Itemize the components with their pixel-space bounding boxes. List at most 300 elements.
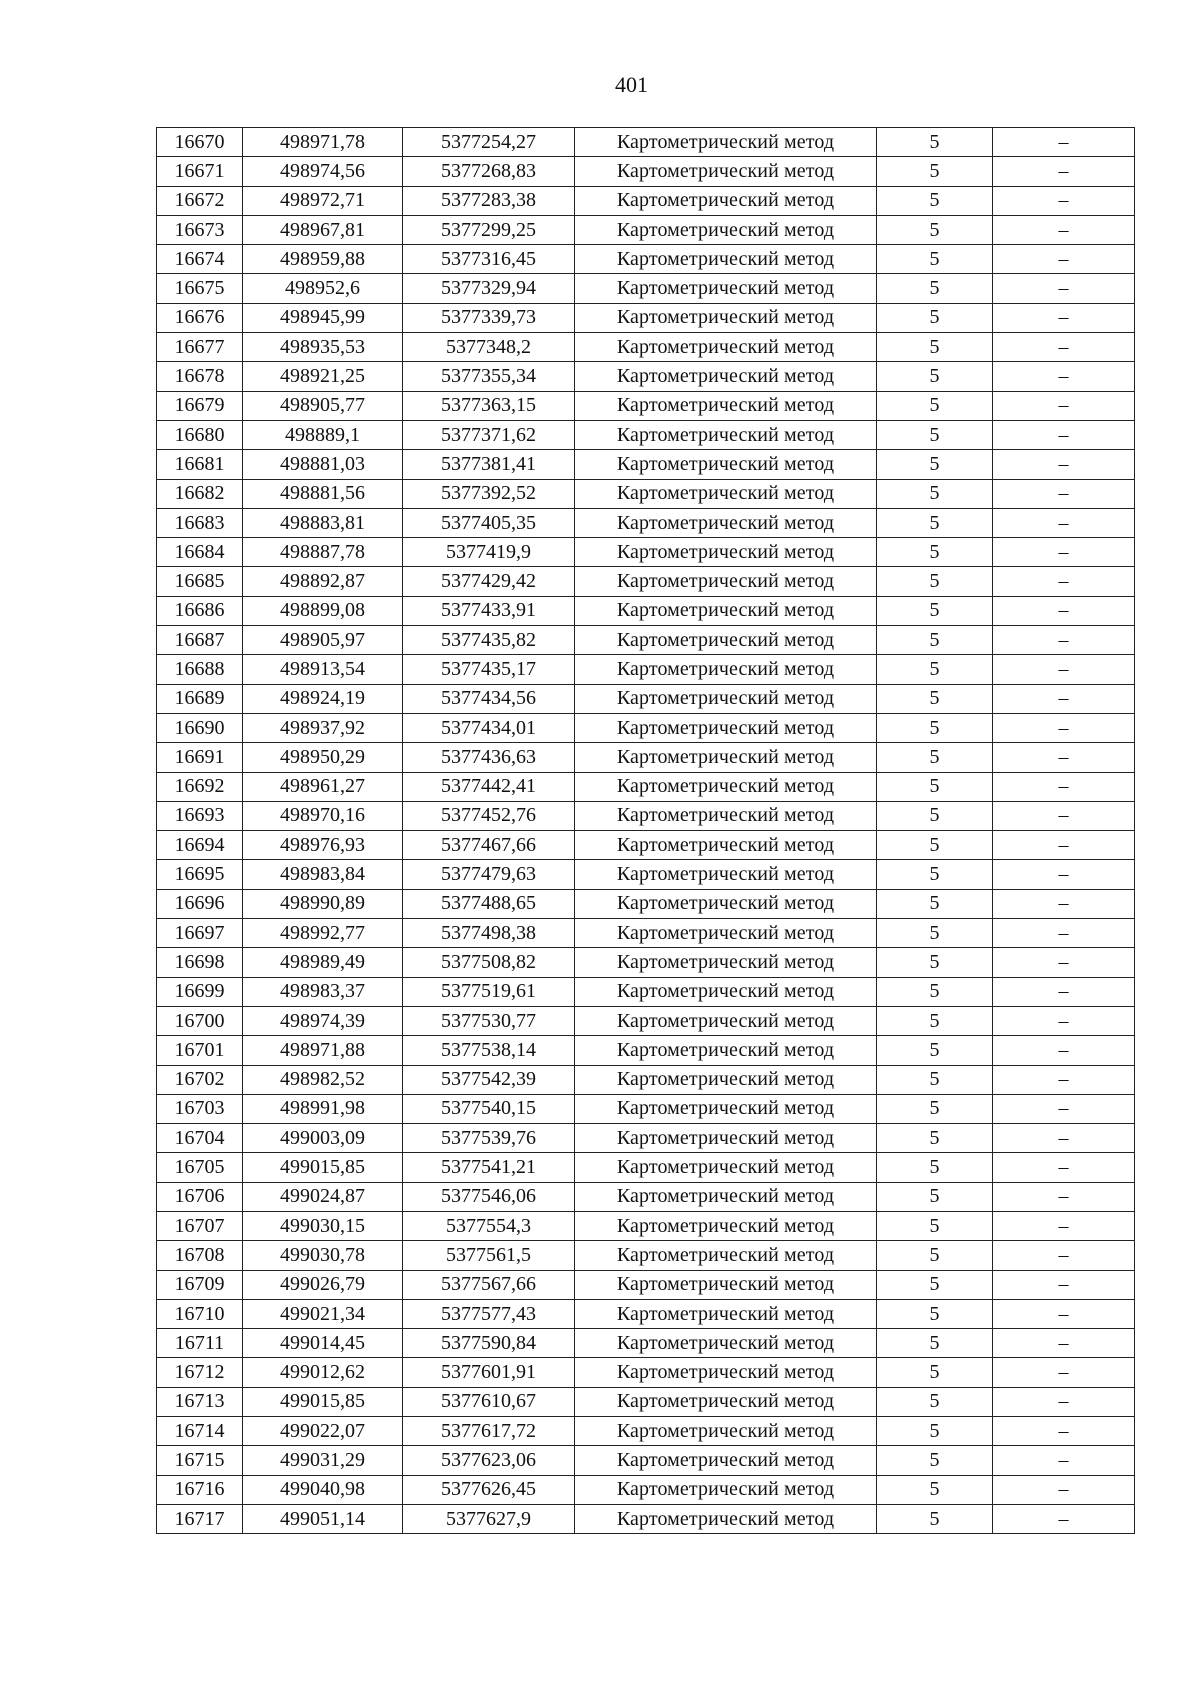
table-row [157, 508, 1135, 537]
description-cell: – [993, 948, 1135, 977]
y-coordinate-cell: 5377405,35 [403, 508, 575, 537]
x-coordinate-cell: 498990,89 [243, 889, 403, 918]
accuracy-cell: 5 [877, 479, 993, 508]
x-coordinate-cell: 498881,56 [243, 479, 403, 508]
method-cell: Картометрический метод [575, 1211, 877, 1240]
table-row [157, 274, 1135, 303]
table-row [157, 391, 1135, 420]
method-cell: Картометрический метод [575, 567, 877, 596]
method-cell: Картометрический метод [575, 831, 877, 860]
accuracy-cell: 5 [877, 684, 993, 713]
y-coordinate-cell: 5377561,5 [403, 1241, 575, 1270]
accuracy-cell: 5 [877, 655, 993, 684]
method-cell: Картометрический метод [575, 1387, 877, 1416]
table-row [157, 919, 1135, 948]
accuracy-cell: 5 [877, 1036, 993, 1065]
y-coordinate-cell: 5377434,01 [403, 713, 575, 742]
table-row [157, 889, 1135, 918]
description-cell: – [993, 157, 1135, 186]
point-number-cell: 16691 [157, 743, 243, 772]
accuracy-cell: 5 [877, 1358, 993, 1387]
method-cell: Картометрический метод [575, 274, 877, 303]
table-row [157, 567, 1135, 596]
point-number-cell: 16713 [157, 1387, 243, 1416]
y-coordinate-cell: 5377381,41 [403, 450, 575, 479]
point-number-cell: 16699 [157, 977, 243, 1006]
x-coordinate-cell: 498991,98 [243, 1094, 403, 1123]
accuracy-cell: 5 [877, 919, 993, 948]
accuracy-cell: 5 [877, 362, 993, 391]
method-cell: Картометрический метод [575, 450, 877, 479]
point-number-cell: 16690 [157, 713, 243, 742]
method-cell: Картометрический метод [575, 1446, 877, 1475]
accuracy-cell: 5 [877, 1211, 993, 1240]
table-row [157, 1358, 1135, 1387]
description-cell: – [993, 245, 1135, 274]
x-coordinate-cell: 498982,52 [243, 1065, 403, 1094]
x-coordinate-cell: 498974,39 [243, 1006, 403, 1035]
x-coordinate-cell: 499012,62 [243, 1358, 403, 1387]
description-cell: – [993, 831, 1135, 860]
x-coordinate-cell: 499022,07 [243, 1417, 403, 1446]
x-coordinate-cell: 498961,27 [243, 772, 403, 801]
table-row [157, 801, 1135, 830]
point-number-cell: 16680 [157, 420, 243, 449]
y-coordinate-cell: 5377623,06 [403, 1446, 575, 1475]
table-row [157, 1387, 1135, 1416]
x-coordinate-cell: 498881,03 [243, 450, 403, 479]
point-number-cell: 16709 [157, 1270, 243, 1299]
accuracy-cell: 5 [877, 1417, 993, 1446]
accuracy-cell: 5 [877, 1124, 993, 1153]
point-number-cell: 16678 [157, 362, 243, 391]
method-cell: Картометрический метод [575, 1153, 877, 1182]
description-cell: – [993, 450, 1135, 479]
table-row [157, 538, 1135, 567]
point-number-cell: 16676 [157, 303, 243, 332]
x-coordinate-cell: 498921,25 [243, 362, 403, 391]
description-cell: – [993, 1124, 1135, 1153]
point-number-cell: 16712 [157, 1358, 243, 1387]
description-cell: – [993, 1153, 1135, 1182]
accuracy-cell: 5 [877, 420, 993, 449]
table-row [157, 1475, 1135, 1504]
point-number-cell: 16716 [157, 1475, 243, 1504]
accuracy-cell: 5 [877, 245, 993, 274]
y-coordinate-cell: 5377626,45 [403, 1475, 575, 1504]
point-number-cell: 16687 [157, 626, 243, 655]
x-coordinate-cell: 498959,88 [243, 245, 403, 274]
x-coordinate-cell: 499030,15 [243, 1211, 403, 1240]
y-coordinate-cell: 5377429,42 [403, 567, 575, 596]
x-coordinate-cell: 498892,87 [243, 567, 403, 596]
table-row [157, 1241, 1135, 1270]
point-number-cell: 16677 [157, 333, 243, 362]
accuracy-cell: 5 [877, 1182, 993, 1211]
x-coordinate-cell: 498945,99 [243, 303, 403, 332]
description-cell: – [993, 1241, 1135, 1270]
y-coordinate-cell: 5377348,2 [403, 333, 575, 362]
description-cell: – [993, 1446, 1135, 1475]
y-coordinate-cell: 5377435,17 [403, 655, 575, 684]
y-coordinate-cell: 5377519,61 [403, 977, 575, 1006]
description-cell: – [993, 538, 1135, 567]
table-row [157, 1211, 1135, 1240]
table-row [157, 596, 1135, 625]
method-cell: Картометрический метод [575, 1299, 877, 1328]
accuracy-cell: 5 [877, 743, 993, 772]
method-cell: Картометрический метод [575, 391, 877, 420]
x-coordinate-cell: 498972,71 [243, 186, 403, 215]
table-row [157, 1153, 1135, 1182]
description-cell: – [993, 362, 1135, 391]
point-number-cell: 16692 [157, 772, 243, 801]
point-number-cell: 16698 [157, 948, 243, 977]
x-coordinate-cell: 499014,45 [243, 1329, 403, 1358]
x-coordinate-cell: 498913,54 [243, 655, 403, 684]
description-cell: – [993, 1329, 1135, 1358]
x-coordinate-cell: 498887,78 [243, 538, 403, 567]
table-row [157, 420, 1135, 449]
table-row [157, 977, 1135, 1006]
description-cell: – [993, 1299, 1135, 1328]
y-coordinate-cell: 5377601,91 [403, 1358, 575, 1387]
method-cell: Картометрический метод [575, 1270, 877, 1299]
accuracy-cell: 5 [877, 1153, 993, 1182]
method-cell: Картометрический метод [575, 684, 877, 713]
x-coordinate-cell: 498983,37 [243, 977, 403, 1006]
description-cell: – [993, 128, 1135, 157]
accuracy-cell: 5 [877, 1241, 993, 1270]
point-number-cell: 16707 [157, 1211, 243, 1240]
accuracy-cell: 5 [877, 274, 993, 303]
point-number-cell: 16700 [157, 1006, 243, 1035]
description-cell: – [993, 801, 1135, 830]
method-cell: Картометрический метод [575, 889, 877, 918]
y-coordinate-cell: 5377316,45 [403, 245, 575, 274]
table-row [157, 772, 1135, 801]
x-coordinate-cell: 499040,98 [243, 1475, 403, 1504]
point-number-cell: 16711 [157, 1329, 243, 1358]
page-number: 401 [615, 72, 648, 97]
point-number-cell: 16706 [157, 1182, 243, 1211]
x-coordinate-cell: 498905,97 [243, 626, 403, 655]
y-coordinate-cell: 5377542,39 [403, 1065, 575, 1094]
x-coordinate-cell: 498883,81 [243, 508, 403, 537]
table-row [157, 1182, 1135, 1211]
table-row [157, 1065, 1135, 1094]
point-number-cell: 16670 [157, 128, 243, 157]
description-cell: – [993, 772, 1135, 801]
table-row [157, 245, 1135, 274]
method-cell: Картометрический метод [575, 420, 877, 449]
method-cell: Картометрический метод [575, 772, 877, 801]
y-coordinate-cell: 5377577,43 [403, 1299, 575, 1328]
description-cell: – [993, 684, 1135, 713]
description-cell: – [993, 1065, 1135, 1094]
x-coordinate-cell: 498971,88 [243, 1036, 403, 1065]
x-coordinate-cell: 498992,77 [243, 919, 403, 948]
x-coordinate-cell: 498989,49 [243, 948, 403, 977]
table-row [157, 948, 1135, 977]
description-cell: – [993, 1270, 1135, 1299]
method-cell: Картометрический метод [575, 743, 877, 772]
point-number-cell: 16705 [157, 1153, 243, 1182]
x-coordinate-cell: 499021,34 [243, 1299, 403, 1328]
description-cell: – [993, 1036, 1135, 1065]
accuracy-cell: 5 [877, 508, 993, 537]
y-coordinate-cell: 5377467,66 [403, 831, 575, 860]
x-coordinate-cell: 498905,77 [243, 391, 403, 420]
accuracy-cell: 5 [877, 450, 993, 479]
accuracy-cell: 5 [877, 1446, 993, 1475]
description-cell: – [993, 391, 1135, 420]
accuracy-cell: 5 [877, 1094, 993, 1123]
accuracy-cell: 5 [877, 303, 993, 332]
x-coordinate-cell: 498889,1 [243, 420, 403, 449]
description-cell: – [993, 274, 1135, 303]
description-cell: – [993, 977, 1135, 1006]
point-number-cell: 16696 [157, 889, 243, 918]
x-coordinate-cell: 498970,16 [243, 801, 403, 830]
description-cell: – [993, 1417, 1135, 1446]
method-cell: Картометрический метод [575, 713, 877, 742]
coordinates-table-body [157, 128, 1135, 1534]
accuracy-cell: 5 [877, 333, 993, 362]
point-number-cell: 16714 [157, 1417, 243, 1446]
method-cell: Картометрический метод [575, 215, 877, 244]
accuracy-cell: 5 [877, 538, 993, 567]
description-cell: – [993, 1006, 1135, 1035]
method-cell: Картометрический метод [575, 1241, 877, 1270]
point-number-cell: 16685 [157, 567, 243, 596]
method-cell: Картометрический метод [575, 1358, 877, 1387]
method-cell: Картометрический метод [575, 303, 877, 332]
y-coordinate-cell: 5377539,76 [403, 1124, 575, 1153]
y-coordinate-cell: 5377546,06 [403, 1182, 575, 1211]
x-coordinate-cell: 498952,6 [243, 274, 403, 303]
y-coordinate-cell: 5377371,62 [403, 420, 575, 449]
y-coordinate-cell: 5377498,38 [403, 919, 575, 948]
y-coordinate-cell: 5377433,91 [403, 596, 575, 625]
table-row [157, 1446, 1135, 1475]
y-coordinate-cell: 5377442,41 [403, 772, 575, 801]
y-coordinate-cell: 5377479,63 [403, 860, 575, 889]
description-cell: – [993, 333, 1135, 362]
accuracy-cell: 5 [877, 128, 993, 157]
accuracy-cell: 5 [877, 596, 993, 625]
table-row [157, 450, 1135, 479]
description-cell: – [993, 860, 1135, 889]
x-coordinate-cell: 498983,84 [243, 860, 403, 889]
method-cell: Картометрический метод [575, 128, 877, 157]
method-cell: Картометрический метод [575, 186, 877, 215]
x-coordinate-cell: 498950,29 [243, 743, 403, 772]
y-coordinate-cell: 5377254,27 [403, 128, 575, 157]
point-number-cell: 16681 [157, 450, 243, 479]
method-cell: Картометрический метод [575, 596, 877, 625]
table-row [157, 743, 1135, 772]
y-coordinate-cell: 5377419,9 [403, 538, 575, 567]
method-cell: Картометрический метод [575, 1065, 877, 1094]
method-cell: Картометрический метод [575, 1124, 877, 1153]
description-cell: – [993, 508, 1135, 537]
table-row [157, 1270, 1135, 1299]
method-cell: Картометрический метод [575, 1036, 877, 1065]
point-number-cell: 16684 [157, 538, 243, 567]
table-row [157, 128, 1135, 157]
accuracy-cell: 5 [877, 977, 993, 1006]
x-coordinate-cell: 498967,81 [243, 215, 403, 244]
table-row [157, 186, 1135, 215]
y-coordinate-cell: 5377617,72 [403, 1417, 575, 1446]
point-number-cell: 16708 [157, 1241, 243, 1270]
y-coordinate-cell: 5377339,73 [403, 303, 575, 332]
table-row [157, 1094, 1135, 1123]
accuracy-cell: 5 [877, 1329, 993, 1358]
method-cell: Картометрический метод [575, 948, 877, 977]
method-cell: Картометрический метод [575, 1504, 877, 1533]
method-cell: Картометрический метод [575, 801, 877, 830]
y-coordinate-cell: 5377488,65 [403, 889, 575, 918]
point-number-cell: 16703 [157, 1094, 243, 1123]
x-coordinate-cell: 499015,85 [243, 1387, 403, 1416]
y-coordinate-cell: 5377538,14 [403, 1036, 575, 1065]
y-coordinate-cell: 5377627,9 [403, 1504, 575, 1533]
description-cell: – [993, 1211, 1135, 1240]
accuracy-cell: 5 [877, 948, 993, 977]
method-cell: Картометрический метод [575, 977, 877, 1006]
accuracy-cell: 5 [877, 713, 993, 742]
method-cell: Картометрический метод [575, 1094, 877, 1123]
point-number-cell: 16683 [157, 508, 243, 537]
method-cell: Картометрический метод [575, 1475, 877, 1504]
x-coordinate-cell: 499024,87 [243, 1182, 403, 1211]
x-coordinate-cell: 498935,53 [243, 333, 403, 362]
table-row [157, 303, 1135, 332]
y-coordinate-cell: 5377392,52 [403, 479, 575, 508]
method-cell: Картометрический метод [575, 479, 877, 508]
point-number-cell: 16697 [157, 919, 243, 948]
accuracy-cell: 5 [877, 1006, 993, 1035]
table-row [157, 684, 1135, 713]
point-number-cell: 16686 [157, 596, 243, 625]
description-cell: – [993, 743, 1135, 772]
accuracy-cell: 5 [877, 1387, 993, 1416]
accuracy-cell: 5 [877, 831, 993, 860]
table-row [157, 626, 1135, 655]
accuracy-cell: 5 [877, 889, 993, 918]
point-number-cell: 16694 [157, 831, 243, 860]
point-number-cell: 16688 [157, 655, 243, 684]
method-cell: Картометрический метод [575, 919, 877, 948]
accuracy-cell: 5 [877, 1299, 993, 1328]
y-coordinate-cell: 5377434,56 [403, 684, 575, 713]
description-cell: – [993, 1358, 1135, 1387]
table-row [157, 860, 1135, 889]
description-cell: – [993, 1475, 1135, 1504]
description-cell: – [993, 215, 1135, 244]
point-number-cell: 16674 [157, 245, 243, 274]
y-coordinate-cell: 5377590,84 [403, 1329, 575, 1358]
y-coordinate-cell: 5377329,94 [403, 274, 575, 303]
point-number-cell: 16675 [157, 274, 243, 303]
x-coordinate-cell: 498971,78 [243, 128, 403, 157]
accuracy-cell: 5 [877, 391, 993, 420]
description-cell: – [993, 1504, 1135, 1533]
description-cell: – [993, 626, 1135, 655]
method-cell: Картометрический метод [575, 333, 877, 362]
description-cell: – [993, 655, 1135, 684]
x-coordinate-cell: 499051,14 [243, 1504, 403, 1533]
accuracy-cell: 5 [877, 567, 993, 596]
y-coordinate-cell: 5377299,25 [403, 215, 575, 244]
method-cell: Картометрический метод [575, 1182, 877, 1211]
point-number-cell: 16704 [157, 1124, 243, 1153]
description-cell: – [993, 186, 1135, 215]
method-cell: Картометрический метод [575, 1329, 877, 1358]
x-coordinate-cell: 499026,79 [243, 1270, 403, 1299]
x-coordinate-cell: 499015,85 [243, 1153, 403, 1182]
y-coordinate-cell: 5377436,63 [403, 743, 575, 772]
accuracy-cell: 5 [877, 157, 993, 186]
y-coordinate-cell: 5377530,77 [403, 1006, 575, 1035]
method-cell: Картометрический метод [575, 1417, 877, 1446]
y-coordinate-cell: 5377540,15 [403, 1094, 575, 1123]
x-coordinate-cell: 499031,29 [243, 1446, 403, 1475]
point-number-cell: 16693 [157, 801, 243, 830]
table-row [157, 713, 1135, 742]
point-number-cell: 16717 [157, 1504, 243, 1533]
point-number-cell: 16701 [157, 1036, 243, 1065]
x-coordinate-cell: 498899,08 [243, 596, 403, 625]
accuracy-cell: 5 [877, 1065, 993, 1094]
description-cell: – [993, 919, 1135, 948]
y-coordinate-cell: 5377435,82 [403, 626, 575, 655]
y-coordinate-cell: 5377567,66 [403, 1270, 575, 1299]
description-cell: – [993, 479, 1135, 508]
method-cell: Картометрический метод [575, 860, 877, 889]
accuracy-cell: 5 [877, 772, 993, 801]
table-row [157, 479, 1135, 508]
y-coordinate-cell: 5377508,82 [403, 948, 575, 977]
point-number-cell: 16679 [157, 391, 243, 420]
table-row [157, 157, 1135, 186]
table-row [157, 655, 1135, 684]
x-coordinate-cell: 498937,92 [243, 713, 403, 742]
table-row [157, 215, 1135, 244]
accuracy-cell: 5 [877, 1504, 993, 1533]
table-row [157, 1036, 1135, 1065]
accuracy-cell: 5 [877, 186, 993, 215]
method-cell: Картометрический метод [575, 538, 877, 567]
y-coordinate-cell: 5377541,21 [403, 1153, 575, 1182]
accuracy-cell: 5 [877, 860, 993, 889]
x-coordinate-cell: 498924,19 [243, 684, 403, 713]
point-number-cell: 16689 [157, 684, 243, 713]
description-cell: – [993, 567, 1135, 596]
point-number-cell: 16715 [157, 1446, 243, 1475]
y-coordinate-cell: 5377268,83 [403, 157, 575, 186]
description-cell: – [993, 1182, 1135, 1211]
description-cell: – [993, 420, 1135, 449]
table-row [157, 1006, 1135, 1035]
point-number-cell: 16673 [157, 215, 243, 244]
accuracy-cell: 5 [877, 1475, 993, 1504]
description-cell: – [993, 596, 1135, 625]
description-cell: – [993, 713, 1135, 742]
x-coordinate-cell: 498976,93 [243, 831, 403, 860]
